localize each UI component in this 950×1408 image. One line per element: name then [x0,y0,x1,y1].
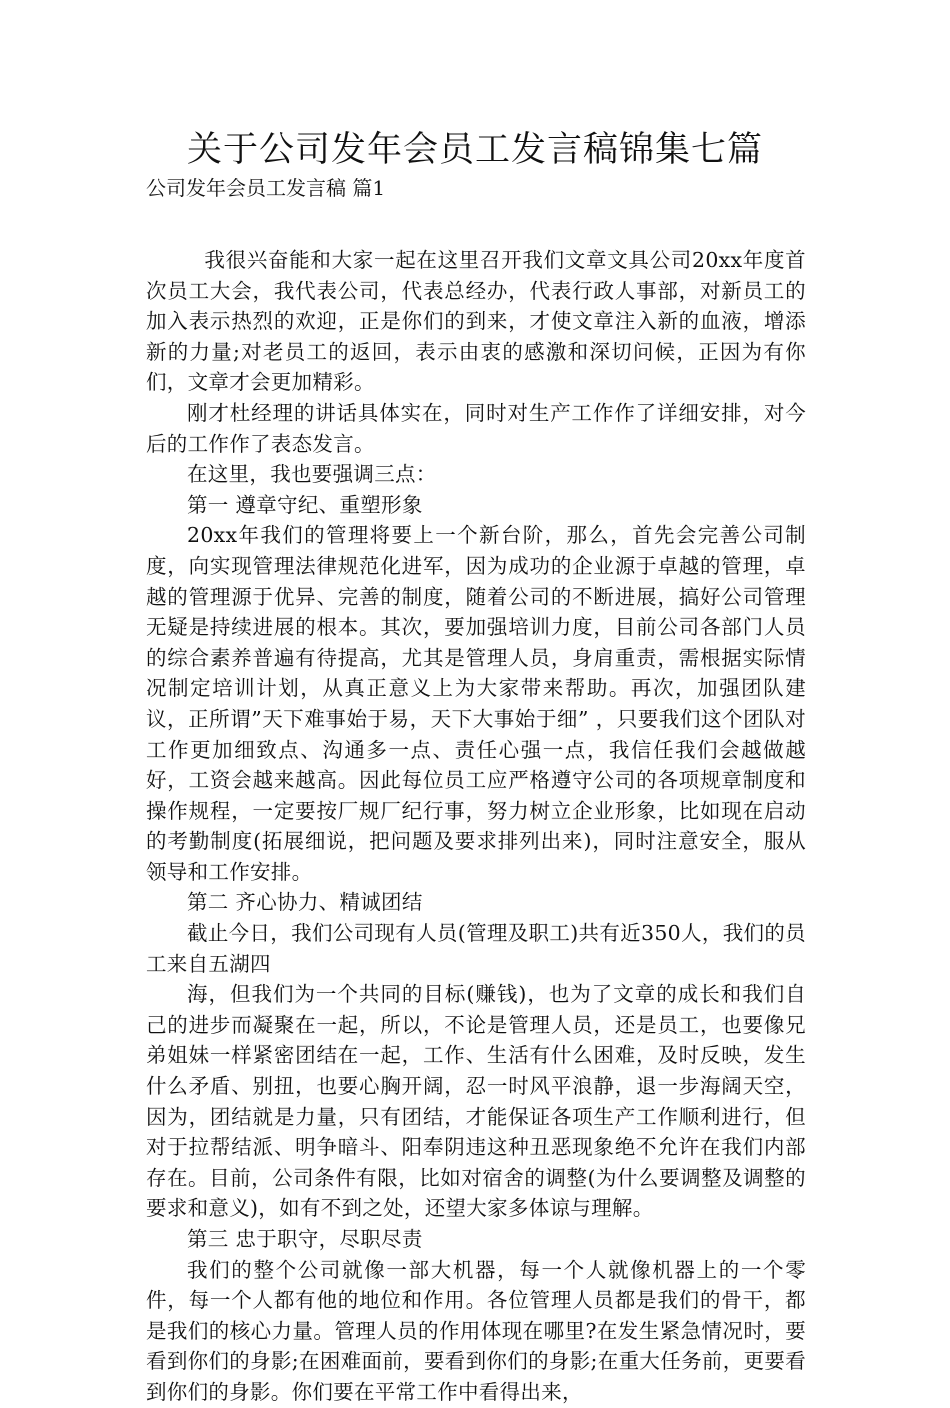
section-subtitle: 公司发年会员工发言稿 篇1 [146,176,386,200]
paragraph: 刚才杜经理的讲话具体实在，同时对生产工作作了详细安排，对今后的工作作了表态发言。 [146,400,806,456]
document-body [146,245,806,1408]
paragraph: 20xx年我们的管理将要上一个新台阶，那么，首先会完善公司制度，向实现管理法律规范化进军，因为成功的企业源于卓越的管理，卓越的管理源于优异、完善的制度，随着公司的不断进展，搞好公司管理无疑是持续进展的根本。其次，要加强培训力度，目前公司各部门人员的综合素养普遍有待提高，尤其是管理人员，身肩重责，需根据实际情况制定培训计划，从真正意义上为大家带来帮助。再次，加强团队建议，正所谓”天下难事始于易，天下大事始于细” ，只要我们这个团队对工作更加细致点、沟通多一点、责任心强一点，我信任我们会越做越好，工资会越来越高。因此每位员工应严格遵守公司的各项规章制度和操作规程，一定要按厂规厂纪行事，努力树立企业形象，比如现在启动的考勤制度(拓展细说，把问题及要求排列出来)，同时注意安全，服从领导和工作安排。 [146,523,806,884]
paragraph: 我们的整个公司就像一部大机器，每一个人就像机器上的一个零件，每一个人都有他的地位和作用。各位管理人员都是我们的骨干，都是我们的核心力量。管理人员的作用体现在哪里?在发生紧急情况时，要看到你们的身影;在困难面前，要看到你们的身影;在重大任务前，更要看到你们的身影。你们要在平常工作中看得出来， [146,1257,806,1404]
section-heading: 第三 忠于职守，尽职尽责 [187,1227,423,1251]
section-heading: 第一 遵章守纪、重塑形象 [187,492,423,517]
paragraph: 我很兴奋能和大家一起在这里召开我们文章文具公司20xx年度首次员工大会，我代表公司，代表总经办，代表行政人事部，对新员工的加入表示热烈的欢迎，正是你们的到来，才使文章注入新的血液，增添新的力量;对老员工的返回，表示由衷的感激和深切问候，正因为有你们，文章才会更加精彩。 [146,248,806,395]
paragraph: 截止今日，我们公司现有人员(管理及职工)共有近350人，我们的员工来自五湖四 [146,921,806,976]
document-title: 关于公司发年会员工发言稿锦集七篇 [186,130,763,170]
paragraph: 海，但我们为一个共同的目标(赚钱)，也为了文章的成长和我们自己的进步而凝聚在一起，所以，不论是管理人员，还是员工，也要像兄弟姐妹一样紧密团结在一起，工作、生活有什么困难，及时反映，发生什么矛盾、别扭，也要心胸开阔，忍一时风平浪静，退一步海阔天空，因为，团结就是力量，只有团结，才能保证各项生产工作顺利进行，但对于拉帮结派、明争暗斗、阳奉阴违这种丑恶现象绝不允许在我们内部存在。目前，公司条件有限，比如对宿舍的调整(为什么要调整及调整的要求和意义)，如有不到之处，还望大家多体谅与理解。 [146,982,806,1221]
section-heading: 第二 齐心协力、精诚团结 [187,890,423,915]
paragraph: 在这里，我也要强调三点： [187,462,437,487]
